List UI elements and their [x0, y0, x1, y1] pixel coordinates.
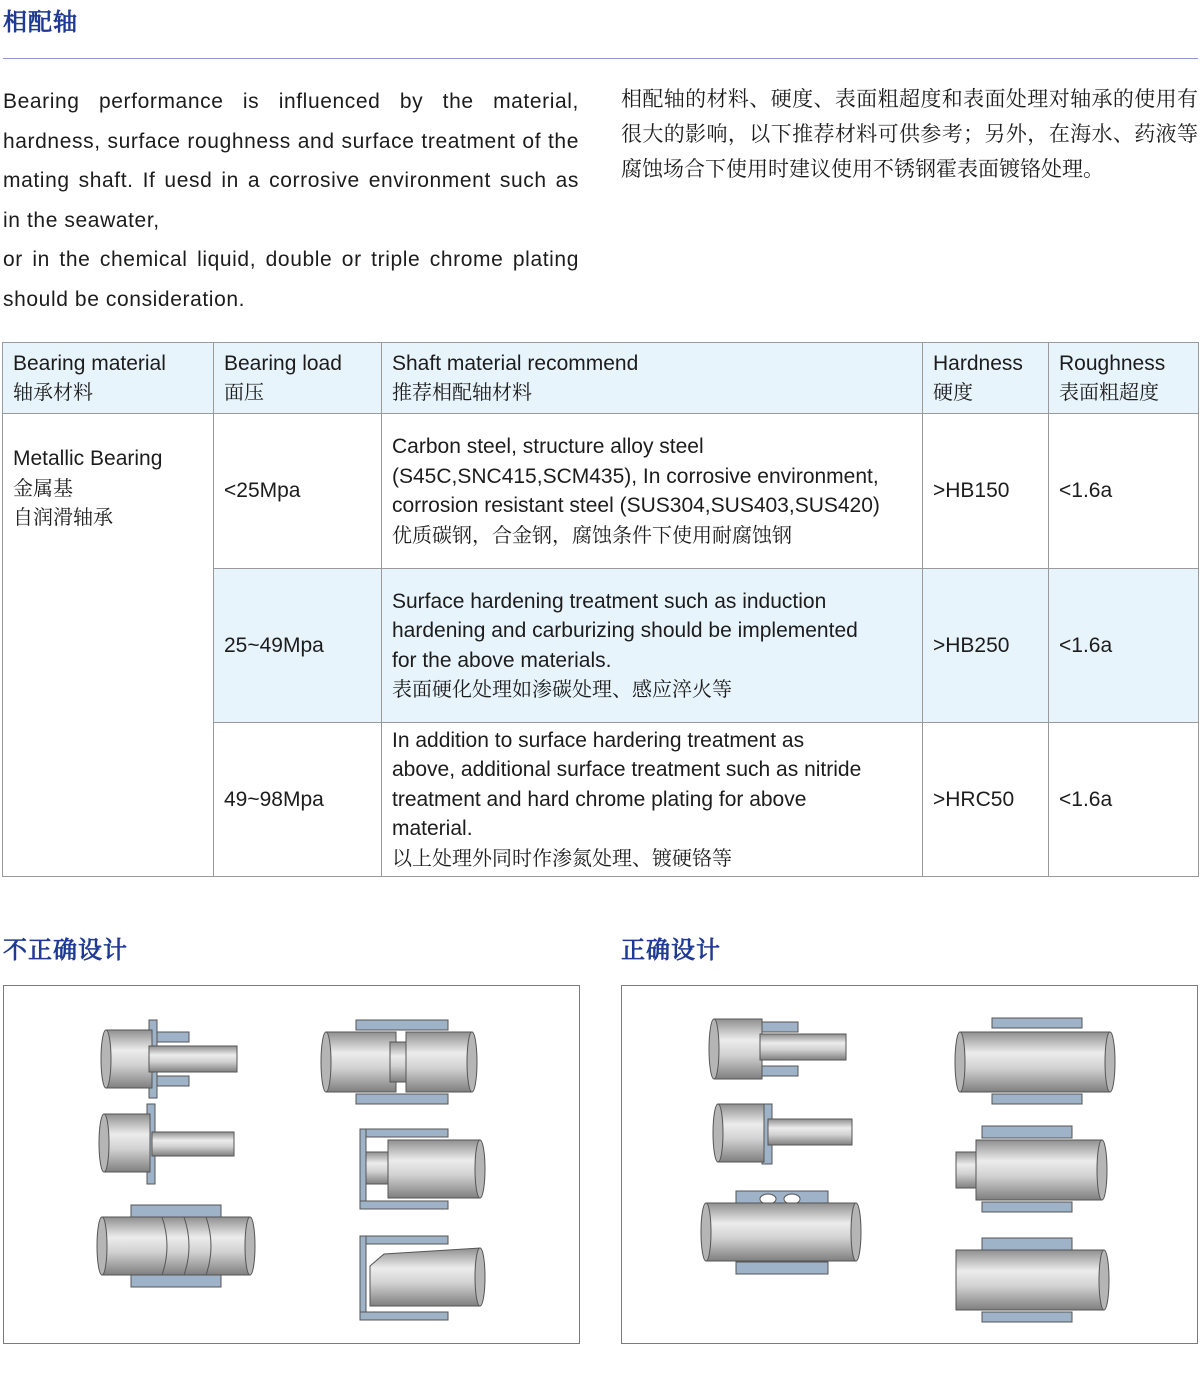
incorrect-design-illustrations: [4, 986, 579, 1343]
roughness-cell: <1.6a: [1049, 723, 1199, 877]
correct-full-length-shaft-diagram: [955, 1018, 1115, 1104]
incorrect-design-title: 不正确设计: [3, 936, 128, 964]
roughness-cell: <1.6a: [1049, 569, 1199, 723]
correct-stepped-shaft-diagram: [709, 1019, 846, 1079]
correct-chamfered-shaft-diagram: [956, 1238, 1109, 1322]
wrong-chamfer-missing-diagram: [360, 1236, 485, 1320]
load-cell: 25~49Mpa: [214, 569, 382, 723]
bearing-material-cell: Metallic Bearing 金属基 自润滑轴承: [3, 414, 214, 877]
table-row: [3, 414, 1199, 569]
hardness-cell: >HRC50: [923, 723, 1049, 877]
intro-chinese: 相配轴的材料、硬度、表面粗超度和表面处理对轴承的使用有很大的影响，以下推荐材料可供参考；另外，在海水、药液等腐蚀场合下使用时建议使用不锈钢霍表面镀铬处理。: [621, 87, 1198, 181]
shaft-material-cell: Carbon steel, structure alloy steel (S45C,SNC415,SCM435), In corrosive environment, corrosion resistant steel (SUS304,SUS403,SUS420) 优质碳钢，合金钢，腐蚀条件下使用耐腐蚀钢: [382, 414, 923, 569]
correct-short-shaft-diagram: [713, 1104, 852, 1164]
header-bearing-material: Bearing material 轴承材料: [3, 343, 214, 414]
title-divider: [3, 58, 1198, 59]
header-bearing-load: Bearing load 面压: [214, 343, 382, 414]
shaft-material-cell: Surface hardening treatment such as induction hardening and carburizing should be implemented for the above materials. 表面硬化处理如渗碳处理、感应淬火等: [382, 569, 923, 723]
intro-en-paragraph-2: or in the chemical liquid, double or triple chrome plating should be consideration.: [3, 248, 579, 311]
intro-english: [3, 82, 579, 319]
load-cell: <25Mpa: [214, 414, 382, 569]
incorrect-design-panel: [3, 985, 580, 1344]
correct-design-title: 正确设计: [621, 936, 721, 964]
wrong-flanged-step-shaft-diagram: [101, 1020, 237, 1098]
header-shaft-material: Shaft material recommend 推荐相配轴材料: [382, 343, 923, 414]
wrong-flanged-short-bushing-diagram: [99, 1104, 234, 1184]
header-hardness: Hardness 硬度: [923, 343, 1049, 414]
shaft-material-cell: In addition to surface hardering treatment as above, additional surface treatment such as nitride treatment and hard chrome plating for above material. 以上处理外同时作渗氮处理、镀硬铬等: [382, 723, 923, 877]
header-roughness: Roughness 表面粗超度: [1049, 343, 1199, 414]
table-header-row: [3, 343, 1199, 414]
wrong-short-engagement-diagram: [360, 1129, 485, 1209]
roughness-cell: <1.6a: [1049, 414, 1199, 569]
correct-design-panel: [621, 985, 1198, 1344]
correct-stepped-end-shaft-diagram: [956, 1126, 1107, 1212]
hardness-cell: >HB150: [923, 414, 1049, 569]
wrong-grooved-shaft-diagram: [97, 1205, 255, 1287]
hardness-cell: >HB250: [923, 569, 1049, 723]
wrong-split-shaft-diagram: [321, 1020, 477, 1104]
section-title: 相配轴: [3, 8, 78, 36]
correct-oil-groove-bushing-diagram: [701, 1191, 861, 1274]
correct-design-illustrations: [622, 986, 1197, 1343]
shaft-recommendation-table: [2, 342, 1199, 877]
load-cell: 49~98Mpa: [214, 723, 382, 877]
intro-en-paragraph-1: Bearing performance is influenced by the material, hardness, surface roughness and surface treatment of the mating shaft. If uesd in a corrosive environment such as in the seawater,: [3, 90, 579, 232]
